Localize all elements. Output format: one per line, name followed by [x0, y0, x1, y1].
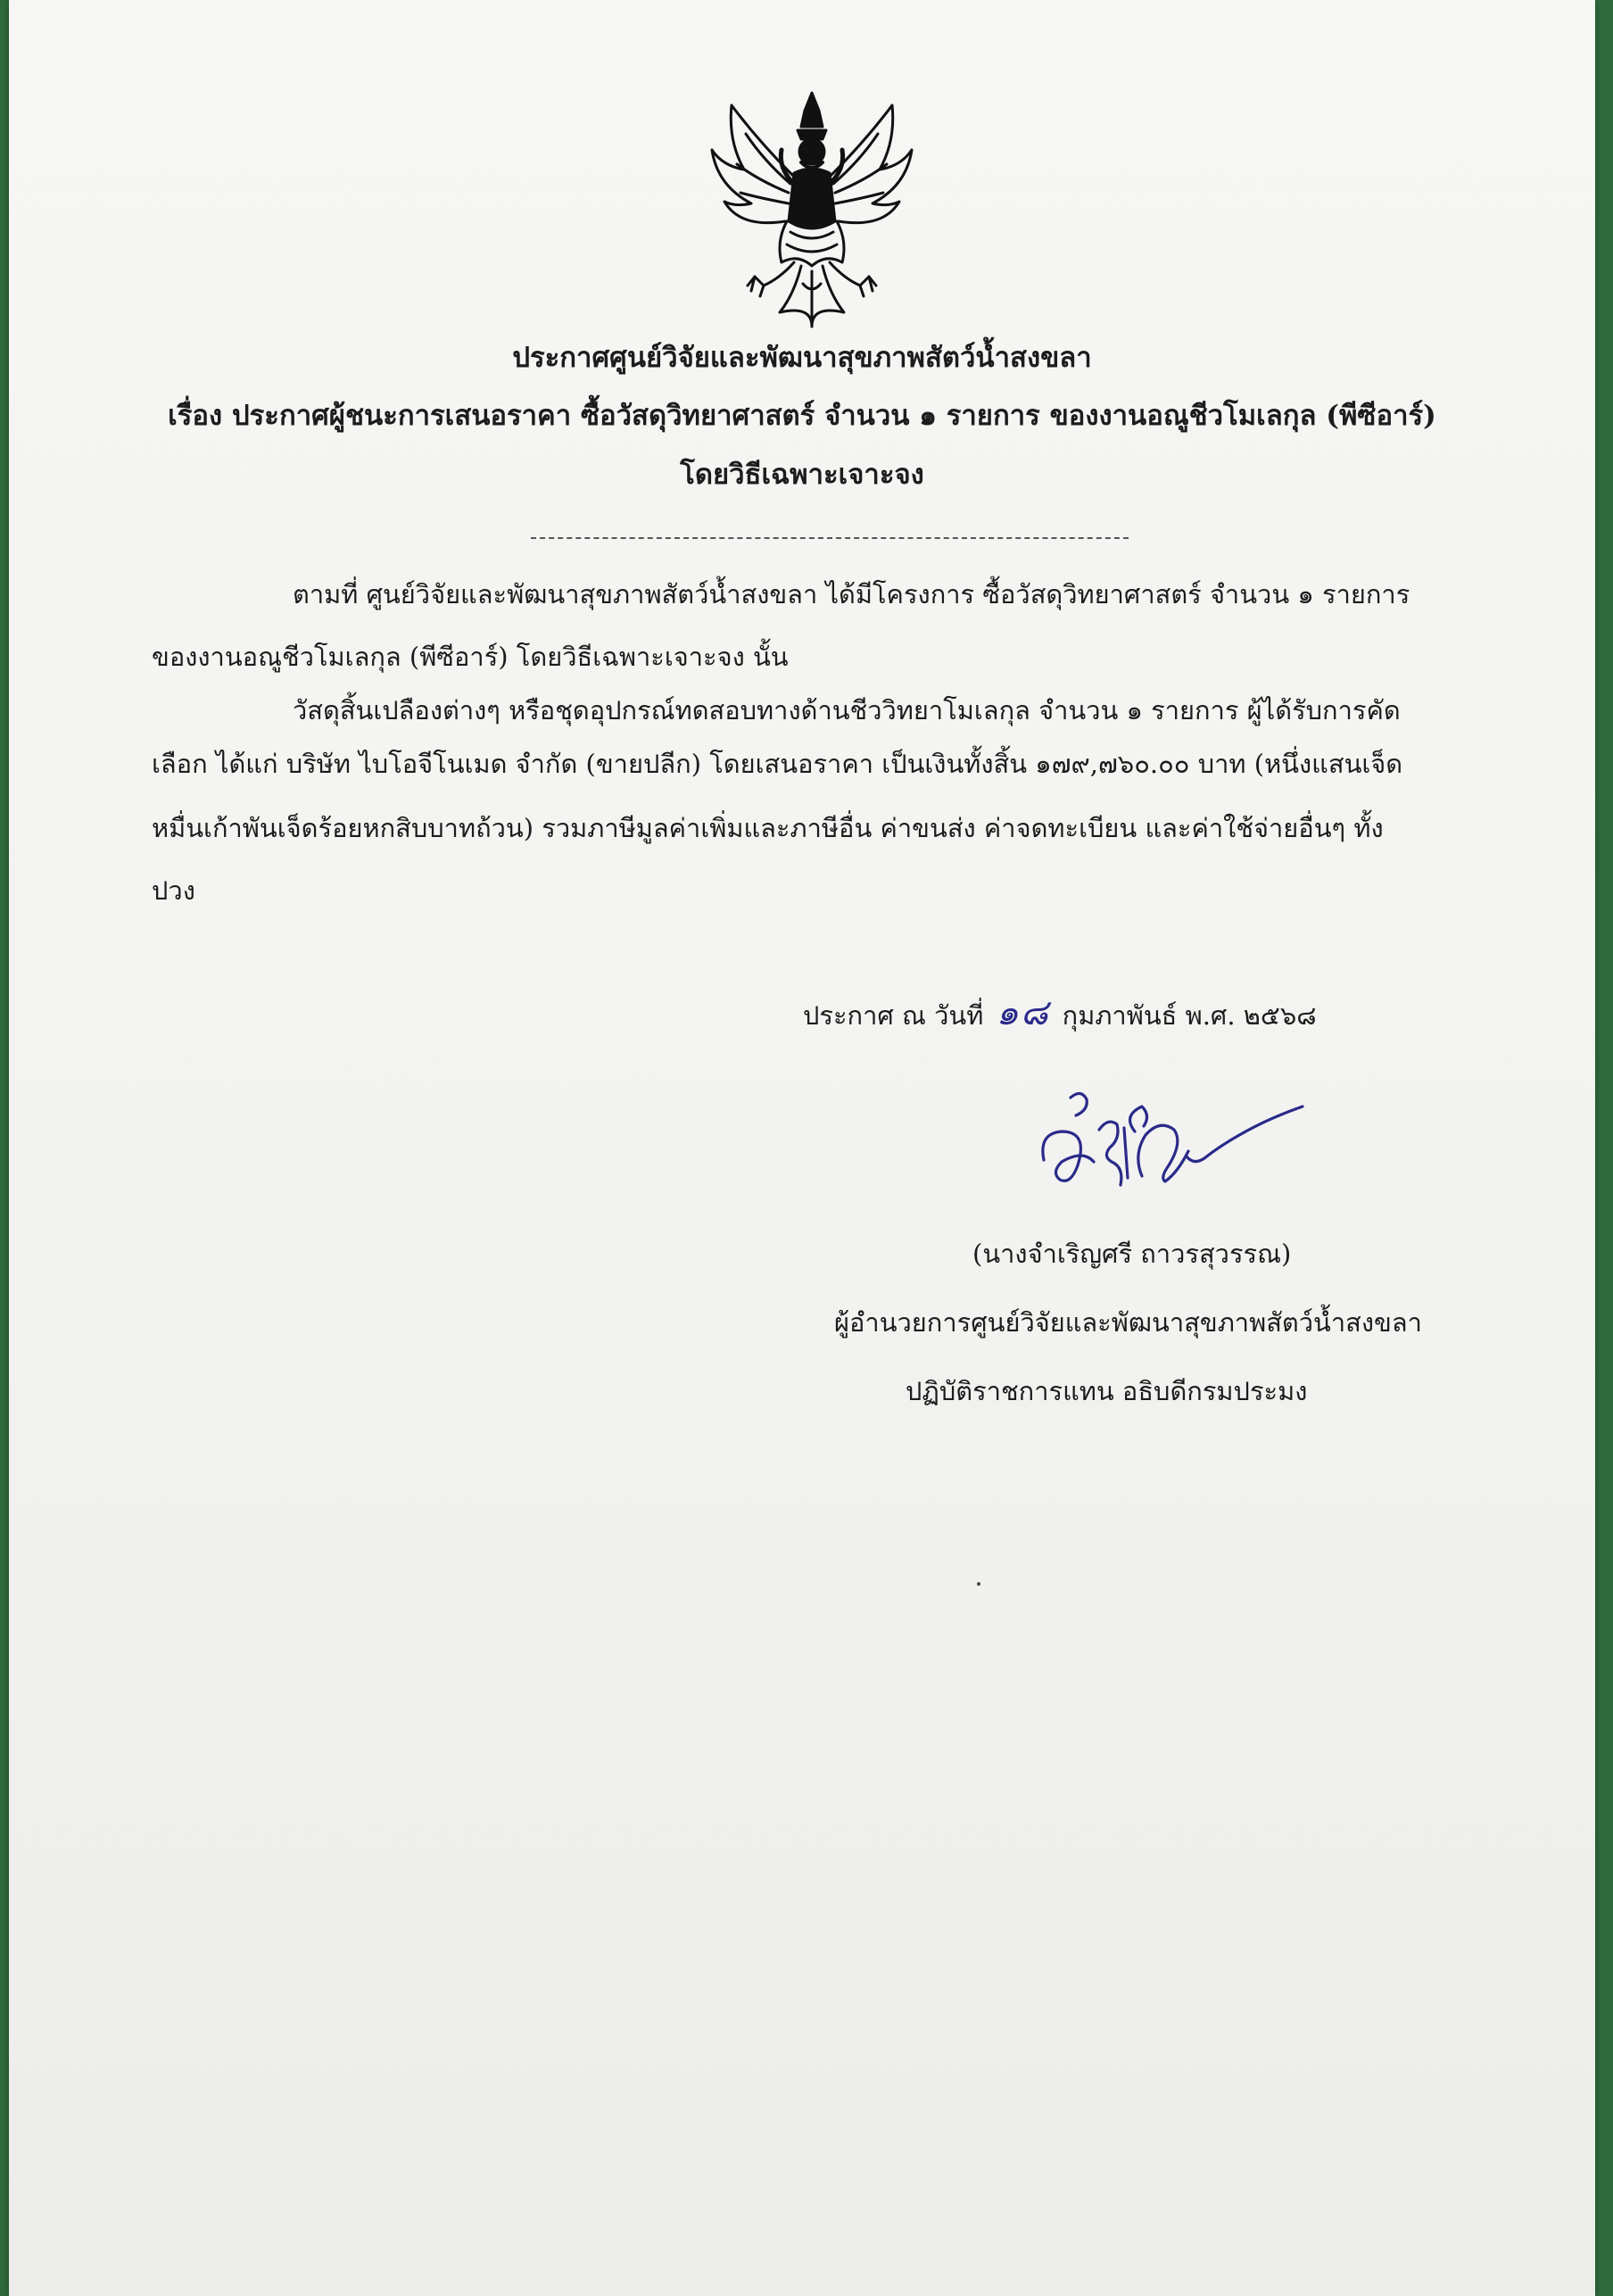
paragraph-2-line-2: เลือก ได้แก่ บริษัท ไบโอจีโนเมด จำกัด (ขายปลีก) โดยเสนอราคา เป็นเงินทั้งสิ้น ๑๗๙,๗๖๐.๐๐ บาท (หนึ่งแสนเจ็ด — [152, 749, 1403, 779]
document-sheet — [9, 0, 1595, 2296]
announcement-subject: เรื่อง ประกาศผู้ชนะการเสนอราคา ซื้อวัสดุวิทยาศาสตร์ จำนวน ๑ รายการ ของงานอณูชีวโมเลกุล (พีซีอาร์) — [168, 400, 1436, 432]
paragraph-1-line-2: ของงานอณูชีวโมเลกุล (พีซีอาร์) โดยวิธีเฉพาะเจาะจง นั้น — [152, 642, 789, 672]
date-prefix: ประกาศ ณ วันที่ — [803, 1000, 984, 1031]
paragraph-2-line-1: วัสดุสิ้นเปลืองต่างๆ หรือชุดอุปกรณ์ทดสอบทางด้านชีววิทยาโมเลกุล จำนวน ๑ รายการ ผู้ได้รับการคัด — [293, 695, 1401, 725]
garuda-emblem — [705, 87, 919, 328]
signatory-acting-title: ปฏิบัติราชการแทน อธิบดีกรมประมง — [906, 1376, 1308, 1406]
signatory-name: (นางจำเริญศรี ถาวรสุวรรณ) — [972, 1239, 1292, 1269]
date-suffix: กุมภาพันธ์ พ.ศ. ๒๕๖๘ — [1062, 1000, 1317, 1031]
paragraph-2-line-4: ปวง — [152, 875, 195, 906]
paragraph-2-line-3: หมื่นเก้าพันเจ็ดร้อยหกสิบบาทถ้วน) รวมภาษีมูลค่าเพิ่มและภาษีอื่น ค่าขนส่ง ค่าจดทะเบียน และค่าใช้จ่ายอื่นๆ ทั้ง — [152, 813, 1384, 843]
paragraph-1-line-1: ตามที่ ศูนย์วิจัยและพัฒนาสุขภาพสัตว์น้ำสงขลา ได้มีโครงการ ซื้อวัสดุวิทยาศาสตร์ จำนวน ๑ รายการ — [293, 579, 1410, 609]
signatory-title: ผู้อำนวยการศูนย์วิจัยและพัฒนาสุขภาพสัตว์น้ำสงขลา — [834, 1307, 1422, 1338]
paper-speck — [977, 1582, 980, 1586]
dashed-divider — [531, 537, 1129, 539]
handwritten-signature — [1035, 1080, 1311, 1214]
announcement-date — [803, 992, 1317, 1033]
date-day-handwritten: ๑๘ — [996, 992, 1050, 1033]
announcement-method: โดยวิธีเฉพาะเจาะจง — [680, 459, 924, 491]
announcement-title: ประกาศศูนย์วิจัยและพัฒนาสุขภาพสัตว์น้ำสงขลา — [512, 342, 1092, 374]
